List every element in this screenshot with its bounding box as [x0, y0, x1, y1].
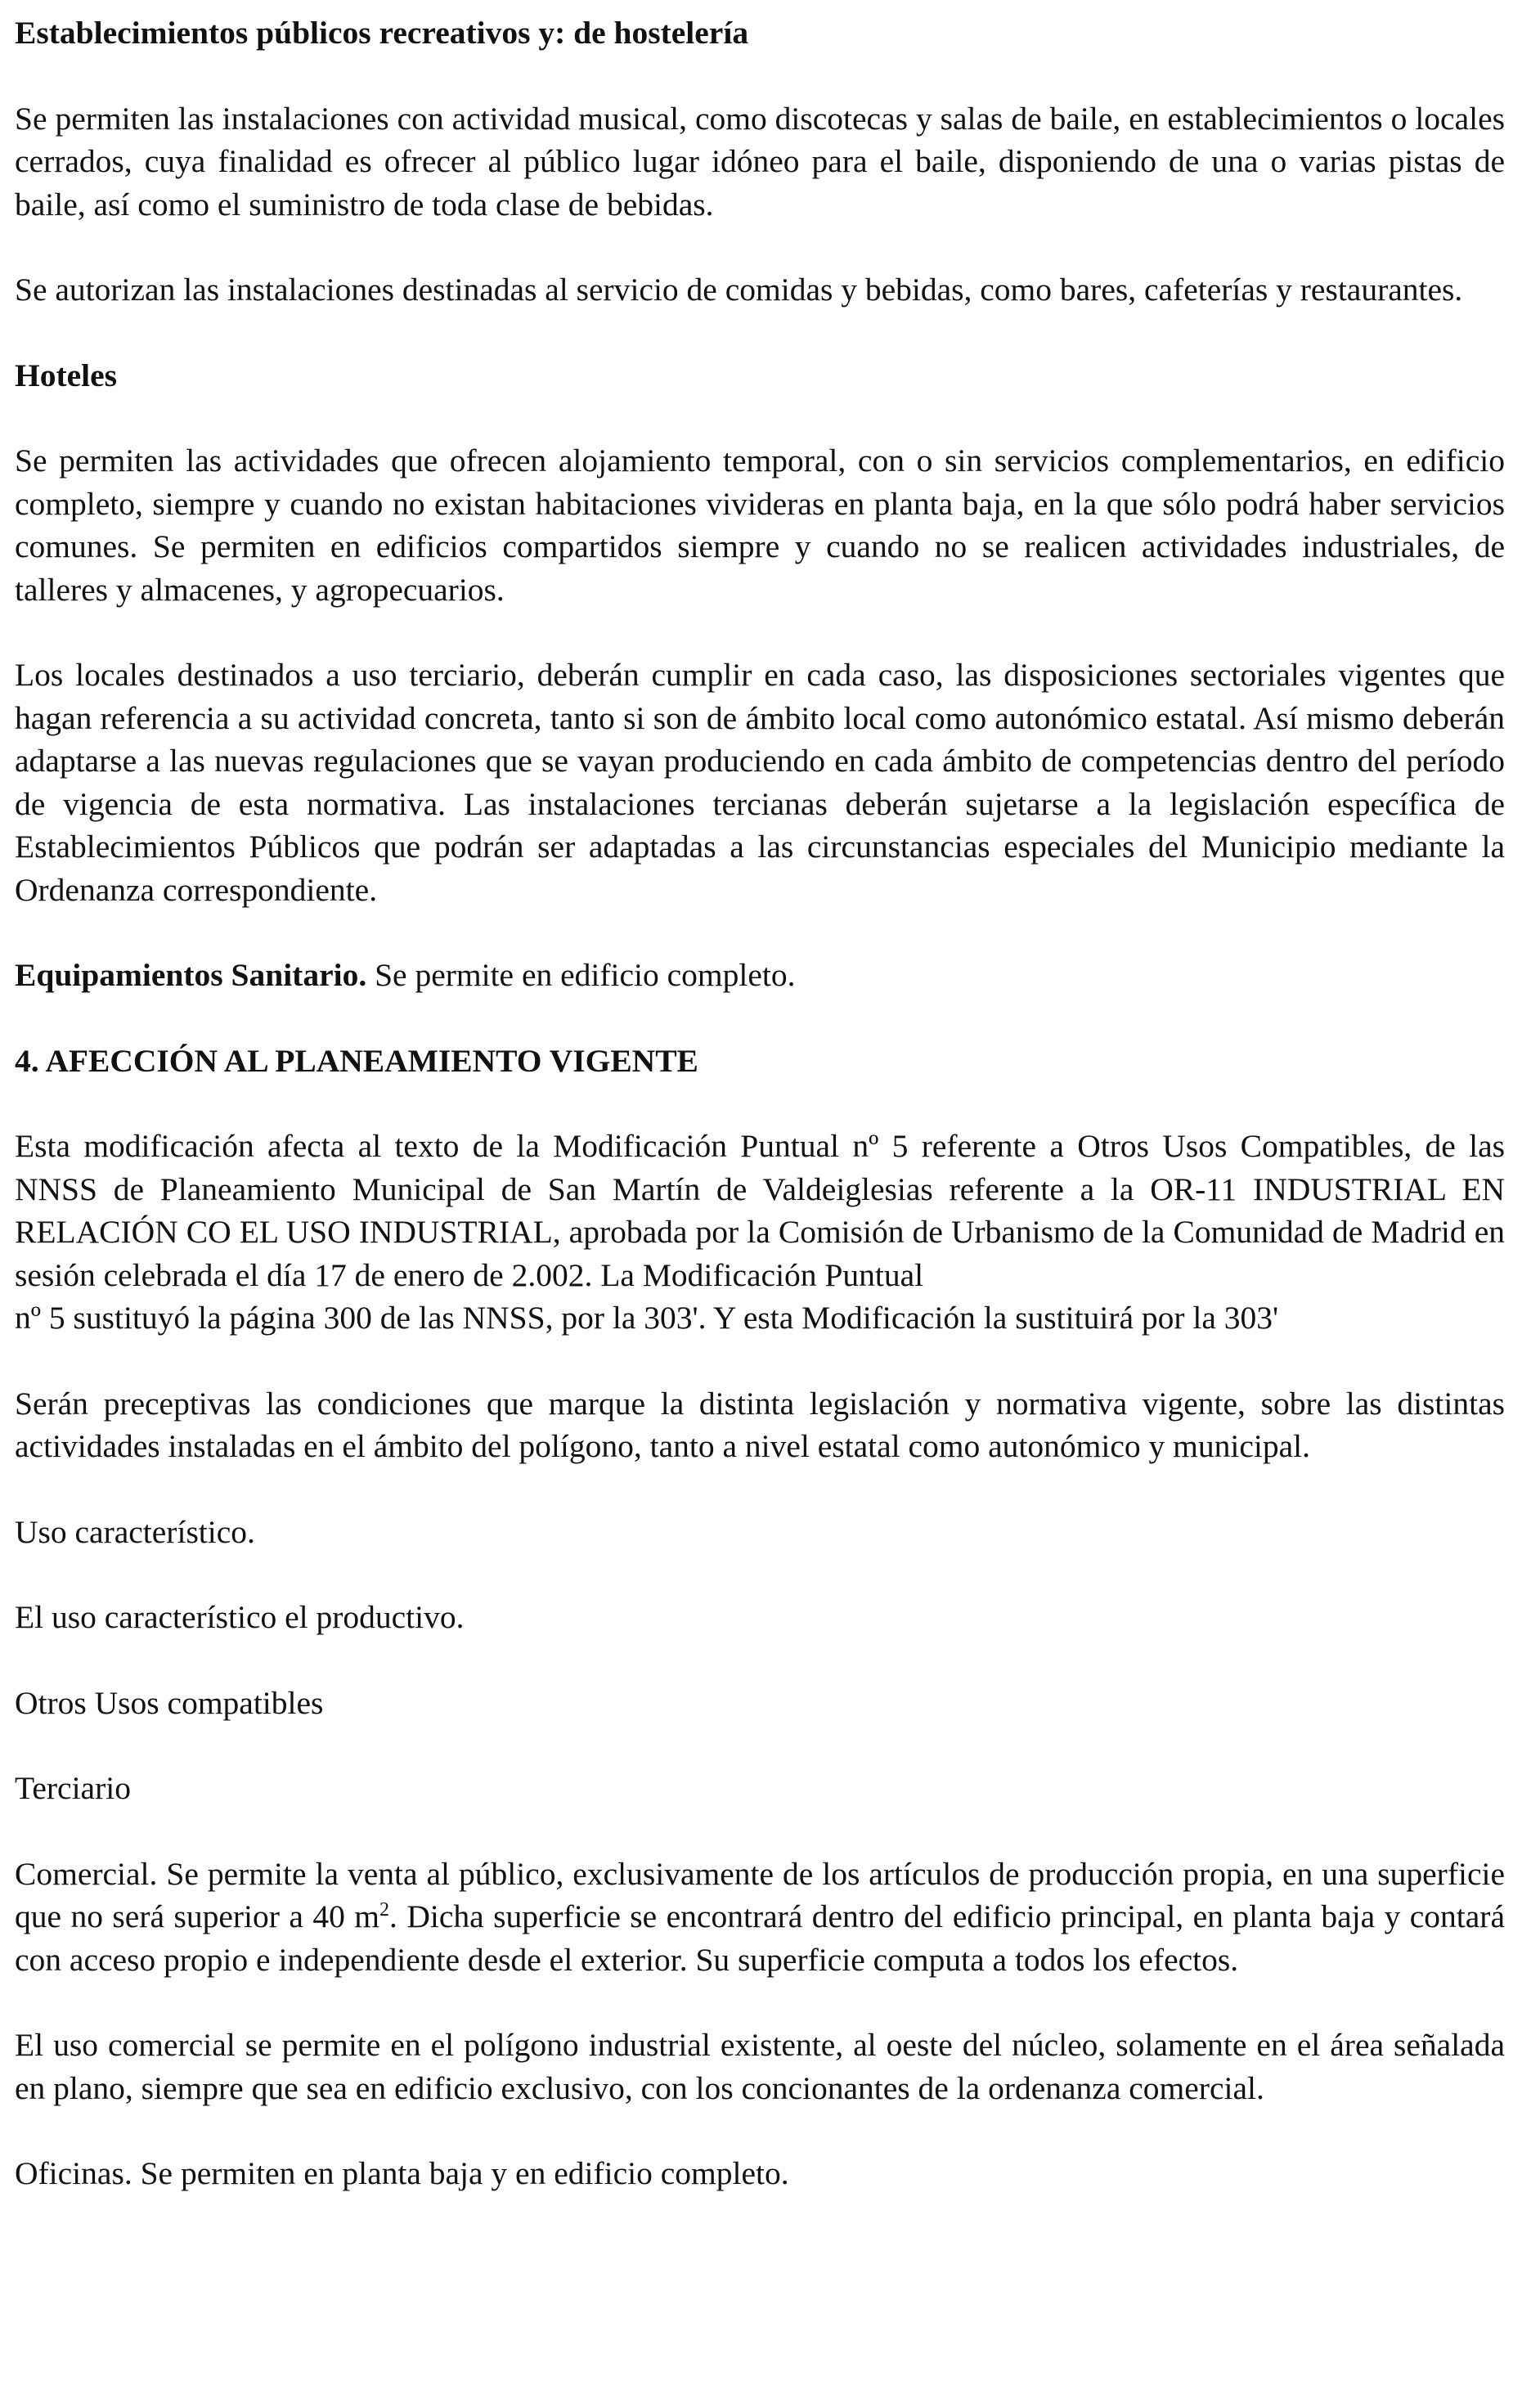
line-uso-caracteristico: Uso característico.: [15, 1513, 255, 1550]
paragraph-modificacion-last-line: nº 5 sustituyó la página 300 de las NNSS, por la 303'. Y esta Modificación la sustituirá por la 303': [15, 1300, 1279, 1336]
paragraph-oficinas: Oficinas. Se permiten en planta baja y en edificio completo.: [15, 2155, 789, 2191]
paragraph-actividad-musical: Se permiten las instalaciones con actividad musical, como discotecas y salas de baile, en establecimientos o locales cerrados, cuya finalidad es ofrecer al público lugar idóneo para el baile, disponiendo de una o varias pistas de baile, así como el suministro de toda clase de bebidas.: [15, 100, 1505, 222]
paragraph-locales-terciario: Los locales destinados a uso terciario, deberán cumplir en cada caso, las disposiciones sectoriales vigentes que hagan referencia a su actividad concreta, tanto si son de ámbito local como autonómico estatal. Así mismo deberán adaptarse a las nuevas regulaciones que se vayan produciendo en cada ámbito de competencias dentro del período de vigencia de esta normativa. Las instalaciones tercianas deberán sujetarse a la legislación específica de Establecimientos Públicos que podrán ser adaptadas a las circunstancias especiales del Municipio mediante la Ordenanza correspondiente.: [15, 657, 1505, 908]
sanitario-text: Se permite en edificio completo.: [366, 957, 796, 993]
paragraph-comercial: [15, 1853, 1505, 1982]
paragraph-comidas-bebidas: Se autorizan las instalaciones destinadas al servicio de comidas y bebidas, como bares, cafeterías y restaurantes.: [15, 272, 1463, 308]
paragraph-preceptivas: Serán preceptivas las condiciones que marque la distinta legislación y normativa vigente, sobre las distintas actividades instaladas en el ámbito del polígono, tanto a nivel estatal como autonómico y municipal.: [15, 1385, 1505, 1464]
comercial-text-1: Comercial. Se permite la venta al público, exclusivamente de los artículos de producción propia, en una superficie que no será superior a 40 m: [15, 1855, 1505, 1934]
paragraph-modificacion: Esta modificación afecta al texto de la Modificación Puntual nº 5 referente a Otros Usos Compatibles, de las NNSS de Planeamiento Municipal de San Martín de Valdeiglesias referente a la OR-11 INDUSTRIAL EN RELACIÓN CO EL USO INDUSTRIAL, aprobada por la Comisión de Urbanismo de la Comunidad de Madrid en sesión celebrada el día 17 de enero de 2.002. La Modificación Puntual: [15, 1128, 1505, 1293]
paragraph-uso-comercial: El uso comercial se permite en el polígono industrial existente, al oeste del núcleo, solamente en el área señalada en plano, siempre que sea en edificio exclusivo, con los concionantes de la ordenanza comercial.: [15, 2027, 1505, 2106]
paragraph-equipamientos-sanitario: [15, 954, 1505, 997]
heading-hoteles: Hoteles: [15, 357, 118, 393]
line-uso-productivo: El uso característico el productivo.: [15, 1599, 465, 1635]
heading-afeccion-planeamiento: 4. AFECCIÓN AL PLANEAMIENTO VIGENTE: [15, 1042, 698, 1079]
comercial-text-2: . Dicha superficie se encontrará dentro del edificio principal, en planta baja y contará con acceso propio e independiente desde el exterior. Su superficie computa a todos los efectos.: [15, 1898, 1505, 1978]
paragraph-hoteles: Se permiten las actividades que ofrecen alojamiento temporal, con o sin servicios complementarios, en edificio completo, siempre y cuando no existan habitaciones vivideras en planta baja, en la que sólo podrá haber servicios comunes. Se permiten en edificios compartidos siempre y cuando no se realicen actividades industriales, de talleres y almacenes, y agropecuarios.: [15, 443, 1505, 608]
comercial-superscript: 2: [379, 1898, 390, 1921]
heading-establecimientos: Establecimientos públicos recreativos y: de hostelería: [15, 15, 749, 51]
line-terciario: Terciario: [15, 1770, 131, 1806]
document-page: [15, 0, 1505, 2195]
line-otros-usos: Otros Usos compatibles: [15, 1684, 324, 1721]
sanitario-label: Equipamientos Sanitario.: [15, 957, 367, 993]
